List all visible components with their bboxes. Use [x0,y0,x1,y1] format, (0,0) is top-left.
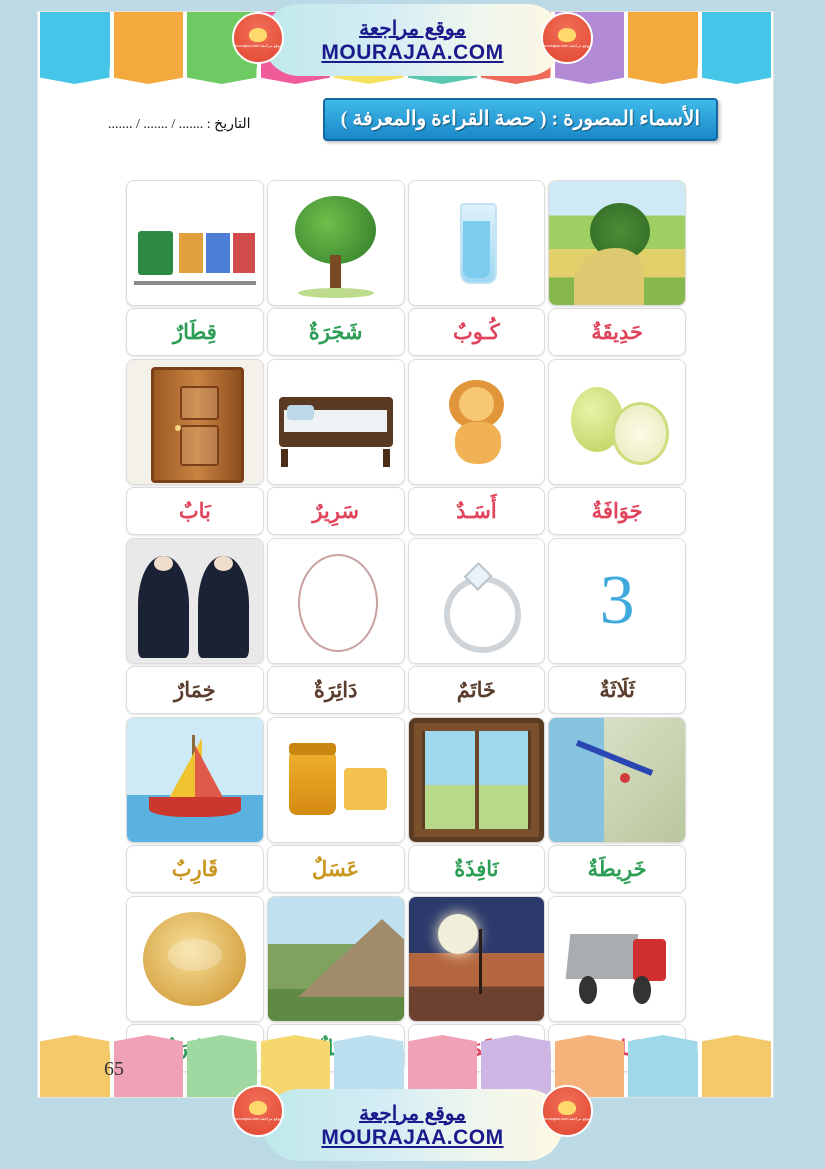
picture-word-cell [408,717,546,893]
picture-boat [126,717,264,843]
picture-word-cell [126,180,264,356]
picture-word-grid [126,180,686,1072]
word-label: شَجَرَةٌ [308,319,363,344]
word-label-box [548,666,686,714]
picture-glass-of-water [408,180,546,306]
word-label: نَافِذَةٌ [454,856,499,881]
ribbon-flag [406,1037,480,1097]
logo-glyph-icon [558,28,576,42]
picture-word-cell [548,538,686,714]
ribbon-flag-body [702,1051,772,1097]
watermark-logo-icon [541,1085,593,1137]
word-label-box [126,308,264,356]
word-label-box [267,487,405,535]
watermark-url-top: MOURAJAA.COM [321,40,504,64]
watermark-arabic-top: موقع مراجعة [359,17,466,40]
page-number: 65 [104,1058,124,1080]
watermark-url-bottom: MOURAJAA.COM [321,1125,504,1149]
word-label-box [126,845,264,893]
watermark-banner-top [263,4,563,76]
picture-train [126,180,264,306]
picture-map [548,717,686,843]
picture-garden [548,180,686,306]
page-title [323,98,718,141]
picture-window [408,717,546,843]
bottom-decorative-ribbon [38,1037,773,1097]
watermark-logo-icon [541,12,593,64]
worksheet-page [38,12,773,1097]
word-label: خِمَارٌ [174,677,216,702]
ribbon-flag [38,1037,112,1097]
ribbon-flag [700,12,774,82]
word-label-box [267,845,405,893]
word-label-box [126,666,264,714]
picture-pie [126,896,264,1022]
watermark-banner-bottom [263,1089,563,1161]
word-label-box [548,487,686,535]
word-label: كُـوبٌ [452,319,500,344]
word-label: حَدِيقَةٌ [591,319,643,344]
picture-word-cell [408,180,546,356]
picture-word-cell [548,717,686,893]
picture-circle [267,538,405,664]
picture-truck [548,896,686,1022]
picture-word-cell [267,717,405,893]
picture-guava [548,359,686,485]
word-label: خَاتَمٌ [456,677,496,702]
worksheet-header [38,90,773,150]
ribbon-flag-body [628,12,698,68]
word-label: قَارِبٌ [171,856,219,881]
logo-caption: موقع مراجعة mourajaa.com [234,1115,282,1121]
ribbon-flag-body [114,12,184,68]
picture-ring [408,538,546,664]
date-field: التاريخ : ....... / ....... / ....... [108,117,251,132]
logo-caption: موقع مراجعة mourajaa.com [543,42,591,48]
picture-word-cell [126,359,264,535]
picture-word-cell [548,359,686,535]
word-label-box [267,308,405,356]
picture-word-cell [408,359,546,535]
picture-tree [267,180,405,306]
word-label-box [408,845,546,893]
word-label: عَسَلٌ [312,856,360,881]
picture-word-cell [548,180,686,356]
watermark-logo-icon [232,12,284,64]
word-label-box [267,666,405,714]
ribbon-flag [626,1037,700,1097]
logo-glyph-icon [249,28,267,42]
word-label-box [408,487,546,535]
ribbon-flag-body [40,1051,110,1097]
ribbon-flag [112,12,186,82]
logo-glyph-icon [558,1101,576,1115]
word-label-box [548,308,686,356]
picture-bed [267,359,405,485]
word-label-box [126,487,264,535]
ribbon-flag-body [40,12,110,68]
word-label: قِطَارٌ [172,319,217,344]
word-label: بَابٌ [178,498,211,523]
picture-khimar [126,538,264,664]
ribbon-flag-body [628,1051,698,1097]
watermark-arabic-bottom: موقع مراجعة [359,1102,466,1125]
picture-word-cell [126,538,264,714]
ribbon-flag [332,1037,406,1097]
ribbon-flag [700,1037,774,1097]
word-label: جَوَافَةٌ [591,498,643,523]
ribbon-flag [38,12,112,82]
ribbon-flag [479,1037,553,1097]
word-label: خَرِيطَةٌ [587,856,647,881]
picture-word-cell [267,359,405,535]
picture-mountain [267,896,405,1022]
word-label-box [408,308,546,356]
word-label-box [548,845,686,893]
picture-moon [408,896,546,1022]
word-label: دَائِرَةٌ [313,677,358,702]
picture-door [126,359,264,485]
picture-honey [267,717,405,843]
picture-word-cell [408,538,546,714]
word-label: أَسَـدٌ [456,498,497,523]
picture-lion [408,359,546,485]
picture-word-cell [126,717,264,893]
ribbon-flag-body [702,12,772,68]
picture-word-cell [267,538,405,714]
word-label: سَرِيرٌ [312,498,359,523]
ribbon-flag [626,12,700,82]
word-label: ثَلَاثَةٌ [599,677,635,702]
word-label-box [408,666,546,714]
page-title-text: الأسماء المصورة : ( حصة القراءة والمعرفة ) [340,108,700,130]
watermark-logo-icon [232,1085,284,1137]
picture-word-cell [267,180,405,356]
logo-glyph-icon [249,1101,267,1115]
logo-caption: موقع مراجعة mourajaa.com [543,1115,591,1121]
picture-number-three: 3 [548,538,686,664]
logo-caption: موقع مراجعة mourajaa.com [234,42,282,48]
